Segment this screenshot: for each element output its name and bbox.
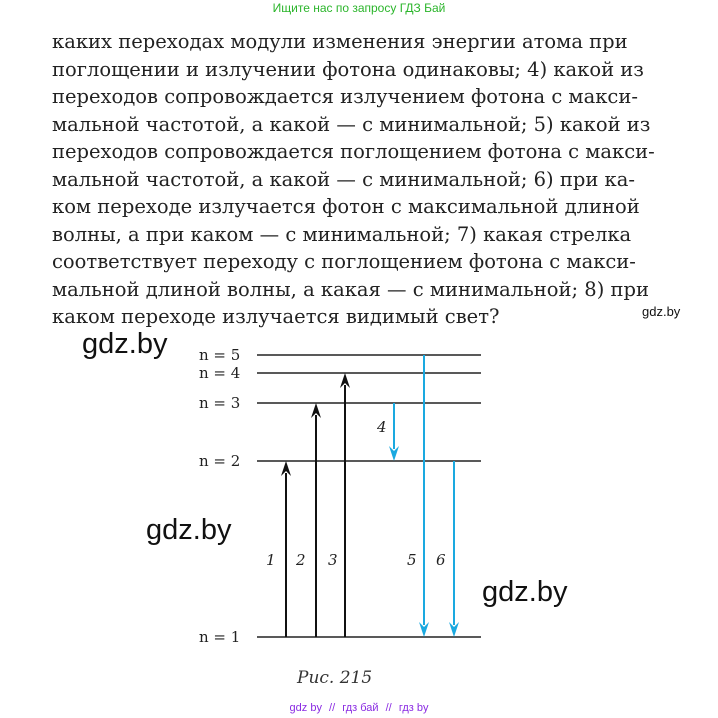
footer-link[interactable]: гдз by	[398, 702, 429, 714]
energy-level-label: n = 3	[199, 394, 241, 412]
energy-levels	[199, 346, 481, 646]
text-line: каких переходах модули изменения энергии атома при	[52, 30, 628, 53]
text-line: волны, а при каком — с минимальной; 7) какая стрелка	[52, 222, 632, 246]
watermark-right: gdz.by	[482, 576, 568, 608]
text-line: каком переходе излучается видимый свет?	[52, 305, 500, 328]
footer-links	[0, 702, 718, 714]
transition-label: 3	[328, 551, 338, 569]
transition-label: 4	[377, 418, 387, 436]
energy-level-label: n = 2	[199, 452, 241, 470]
footer-separator: //	[385, 702, 392, 714]
transition-label: 1	[266, 551, 276, 569]
transition-arrows	[266, 355, 459, 637]
energy-level-label: n = 5	[199, 346, 241, 364]
text-line: соответствует переходу с поглощением фотона с макси-	[52, 250, 636, 273]
watermark-small: gdz.by	[642, 304, 681, 319]
watermark-mid-left: gdz.by	[146, 514, 232, 546]
figure-caption: Рис. 215	[297, 668, 373, 688]
energy-level-label: n = 1	[199, 628, 241, 646]
text-line: переходов сопровождается поглощением фотона с макси-	[52, 140, 655, 163]
footer-link[interactable]: gdz by	[289, 702, 322, 714]
energy-level-label: n = 4	[199, 364, 241, 382]
text-line: переходов сопровождается излучением фотона с макси-	[52, 85, 638, 108]
transition-label: 5	[407, 551, 417, 569]
transition-label: 2	[296, 551, 306, 569]
top-banner[interactable]: Ищите нас по запросу ГДЗ Бай	[272, 1, 446, 15]
text-line: мальной частотой, а какой — с минимальной; 6) при ка-	[52, 167, 635, 191]
watermark-top-left: gdz.by	[82, 328, 168, 360]
text-line: поглощении и излучении фотона одинаковы; 4) какой из	[52, 57, 644, 81]
footer-link[interactable]: гдз бай	[342, 702, 379, 714]
text-line: мальной длиной волны, а какая — с минимальной; 8) при	[52, 277, 649, 301]
footer-separator: //	[329, 702, 336, 714]
text-line: ком переходе излучается фотон с максимальной длиной	[52, 195, 640, 218]
transition-label: 6	[436, 551, 446, 569]
text-line: мальной частотой, а какой — с минимальной; 5) какой из	[52, 112, 651, 136]
